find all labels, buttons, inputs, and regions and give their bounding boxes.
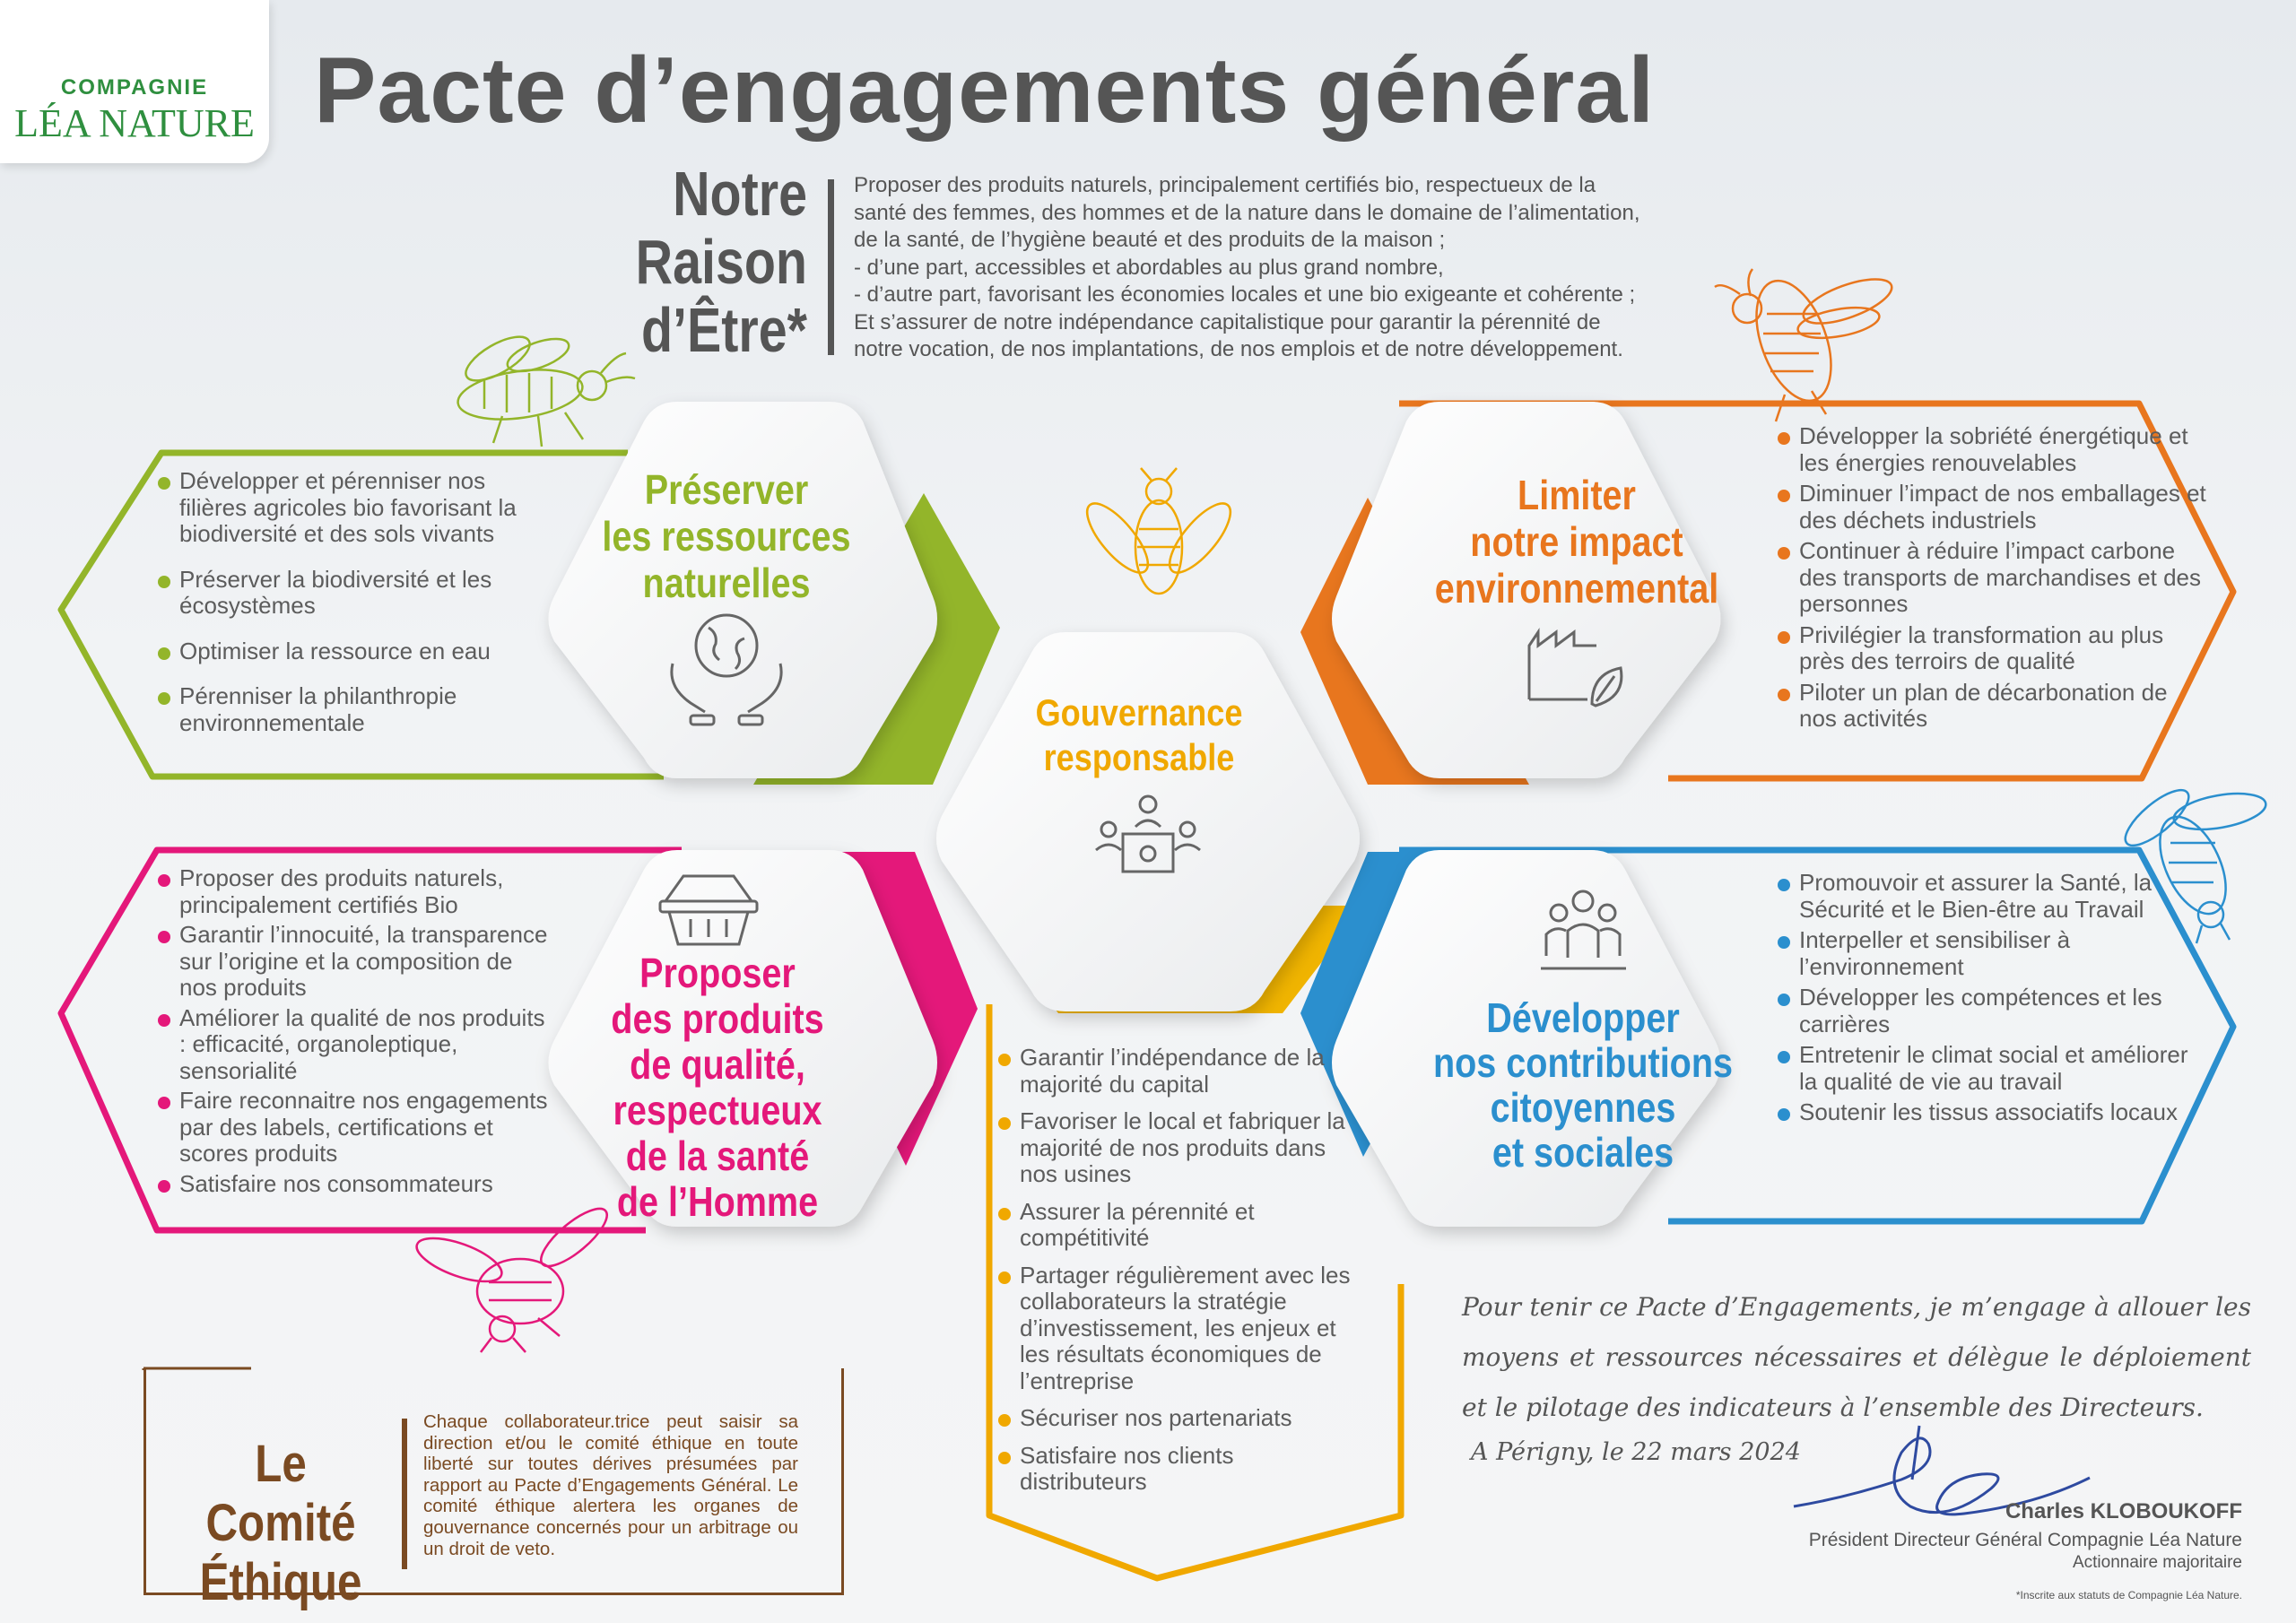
title-line: de l’Homme <box>616 1178 819 1225</box>
footnote: *Inscrite aux statuts de Compagnie Léa Nature. <box>2015 1589 2242 1601</box>
title-line: naturelles <box>642 560 811 606</box>
title-line: les ressources <box>602 513 851 560</box>
signatory-role: Président Directeur Général Compagnie Léa Nature <box>1808 1530 2242 1550</box>
title-line: Proposer <box>639 950 796 996</box>
title-line: de qualité, <box>630 1041 805 1088</box>
title-line: Gouvernance <box>1035 691 1243 733</box>
list-item: Privilégier la transformation au plus près des terroirs de qualité <box>1778 622 2208 675</box>
list-item: Continuer à réduire l’impact carbone des transports de marchandises et des personnes <box>1778 538 2208 618</box>
title-line: Limiter <box>1518 472 1636 518</box>
list-item: Optimiser la ressource en eau <box>158 638 552 665</box>
list-item: Développer la sobriété énergétique et les énergies renouvelables <box>1778 423 2208 476</box>
title-line: de la santé <box>625 1133 810 1179</box>
list-item: Diminuer l’impact de nos emballages et des déchets industriels <box>1778 481 2208 534</box>
title-line: respectueux <box>613 1087 822 1133</box>
title-line: notre impact <box>1470 518 1683 565</box>
list-item: Partager régulièrement avec les collaborateurs la stratégie d’investissement, les enjeux et les résultats économiques de l’entreprise <box>998 1263 1357 1395</box>
list-item: Favoriser le local et fabriquer la majorité de nos produits dans nos usines <box>998 1108 1357 1188</box>
list-item: Garantir l’indépendance de la majorité du capital <box>998 1045 1357 1098</box>
list-item: Améliorer la qualité de nos produits : efficacité, organoleptique, sensorialité <box>158 1005 552 1085</box>
list-item: Entretenir le climat social et améliorer la qualité de vie au travail <box>1778 1042 2199 1095</box>
list-item: Faire reconnaitre nos engagements par des labels, certifications et scores produits <box>158 1088 552 1167</box>
raison-title-line: d’Être* <box>640 295 807 365</box>
raison-line: Proposer des produits naturels, principalement certifiés bio, respectueux de la <box>854 173 1596 197</box>
raison-line: de la santé, de l’hygiène beauté et des produits de la maison ; <box>854 228 1446 252</box>
title-line: des produits <box>611 995 824 1042</box>
raison-title-line: Raison <box>635 227 807 297</box>
logo-company-label: COMPAGNIE <box>60 75 209 100</box>
list-item: Satisfaire nos clients distributeurs <box>998 1443 1357 1496</box>
comite-title-line: Le Comité <box>205 1435 356 1552</box>
comite-title <box>186 1435 377 1612</box>
title-line: Préserver <box>644 466 809 513</box>
raison-title-line: Notre <box>673 159 807 229</box>
list-item: Assurer la pérennité et compétitivité <box>998 1199 1357 1252</box>
list-item: Soutenir les tissus associatifs locaux <box>1778 1099 2199 1126</box>
title-line: environnemental <box>1434 565 1719 612</box>
raison-line: - d’autre part, favorisant les économies locales et une bio exigeante et cohérente ; <box>854 282 1636 307</box>
list-item: Interpeller et sensibiliser à l’environnement <box>1778 927 2199 980</box>
list-item: Promouvoir et assurer la Santé, la Sécurité et le Bien-être au Travail <box>1778 870 2199 923</box>
raison-line: notre vocation, de nos implantations, de nos emplois et de notre développement. <box>854 337 1623 361</box>
title-line: nos contributions <box>1432 1039 1734 1086</box>
signatory-name: Charles KLOBOUKOFF <box>2005 1499 2242 1523</box>
comite-title-line: Éthique <box>199 1553 362 1611</box>
page-title: Pacte d’engagements général <box>314 39 1656 143</box>
list-item: Proposer des produits naturels, principalement certifiés Bio <box>158 865 552 918</box>
raison-line: santé des femmes, des hommes et de la nature dans le domaine de l’alimentation, <box>854 200 1640 225</box>
list-item: Préserver la biodiversité et les écosystèmes <box>158 567 552 620</box>
pledge-text: Pour tenir ce Pacte d’Engagements, je m’engage à allouer les moyens et ressources nécessaires et délègue le déploiement et le pilotage des indicateurs à l’ensemble des Directeurs. <box>1462 1292 2251 1422</box>
title-line: citoyennes <box>1490 1084 1676 1131</box>
title-line: Développer <box>1486 994 1680 1041</box>
signatory-role-secondary: Actionnaire majoritaire <box>2072 1553 2242 1572</box>
title-line: responsable <box>1043 736 1235 778</box>
place-date: A Périgny, le 22 mars 2024 <box>1471 1438 1801 1466</box>
raison-line: - d’une part, accessibles et abordables au plus grand nombre, <box>854 255 1444 280</box>
list-item: Garantir l’innocuité, la transparence sur l’origine et la composition de nos produits <box>158 922 552 1002</box>
list-item: Sécuriser nos partenariats <box>998 1405 1357 1432</box>
logo-brand-name: LÉA NATURE <box>14 101 255 145</box>
raison-line: Et s’assurer de notre indépendance capitalistique pour garantir la pérennité de <box>854 309 1601 334</box>
list-item: Pérenniser la philanthropie environnementale <box>158 683 552 736</box>
comite-text: Chaque collaborateur.trice peut saisir sa direction et/ou le comité éthique en toute liberté sur toutes dérives présumées par rapport au Pacte d’Engagements Général. Le comité éthique alertera les organes de gouvernance concernés pour un arbitrage ou un droit de veto. <box>423 1411 798 1559</box>
list-item: Piloter un plan de décarbonation de nos activités <box>1778 680 2208 733</box>
list-item: Satisfaire nos consommateurs <box>158 1171 552 1198</box>
list-item: Développer les compétences et les carrières <box>1778 985 2199 1037</box>
comite-divider <box>402 1419 407 1569</box>
title-line: et sociales <box>1492 1129 1674 1176</box>
list-item: Développer et pérenniser nos filières agricoles bio favorisant la biodiversité et des sols vivants <box>158 468 552 548</box>
